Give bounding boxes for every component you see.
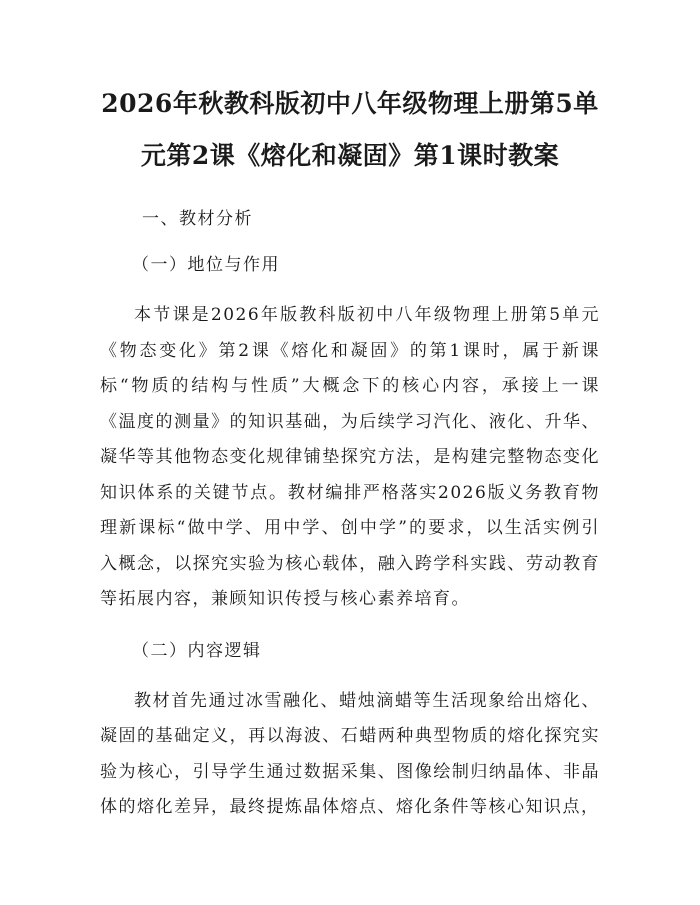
document-title: 2026年秋教科版初中八年级物理上册第5单元第2课《熔化和凝固》第1课时教案 (101, 89, 599, 170)
subsection-heading-position-and-role: （一）地位与作用 (132, 255, 280, 275)
paragraph-content-logic: 教材首先通过冰雪融化、蜡烛滴蜡等生活现象给出熔化、凝固的基础定义，再以海波、石蜡两种典型物质的熔化探究实验为核心，引导学生通过数据采集、图像绘制归纳晶体、非晶体的熔化差异，最终提炼晶体熔点、熔化条件等核心知识点， (100, 690, 600, 817)
section-heading-textbook-analysis: 一、教材分析 (142, 209, 253, 229)
paragraph-position-and-role: 本节课是2026年版教科版初中八年级物理上册第5单元《物态变化》第2课《熔化和凝固》的第1课时，属于新课标“物质的结构与性质”大概念下的核心内容，承接上一课《温度的测量》的知识基础，为后续学习汽化、液化、升华、凝华等其他物态变化规律铺垫探究方法，是构建完整物态变化知识体系的关键节点。教材编排严格落实2026版义务教育物理新课标“做中学、用中学、创中学”的要求，以生活实例引入概念，以探究实验为核心载体，融入跨学科实践、劳动教育等拓展内容，兼顾知识传授与核心素养培育。 (100, 305, 600, 609)
subsection-heading-content-logic: （二）内容逻辑 (132, 640, 262, 661)
